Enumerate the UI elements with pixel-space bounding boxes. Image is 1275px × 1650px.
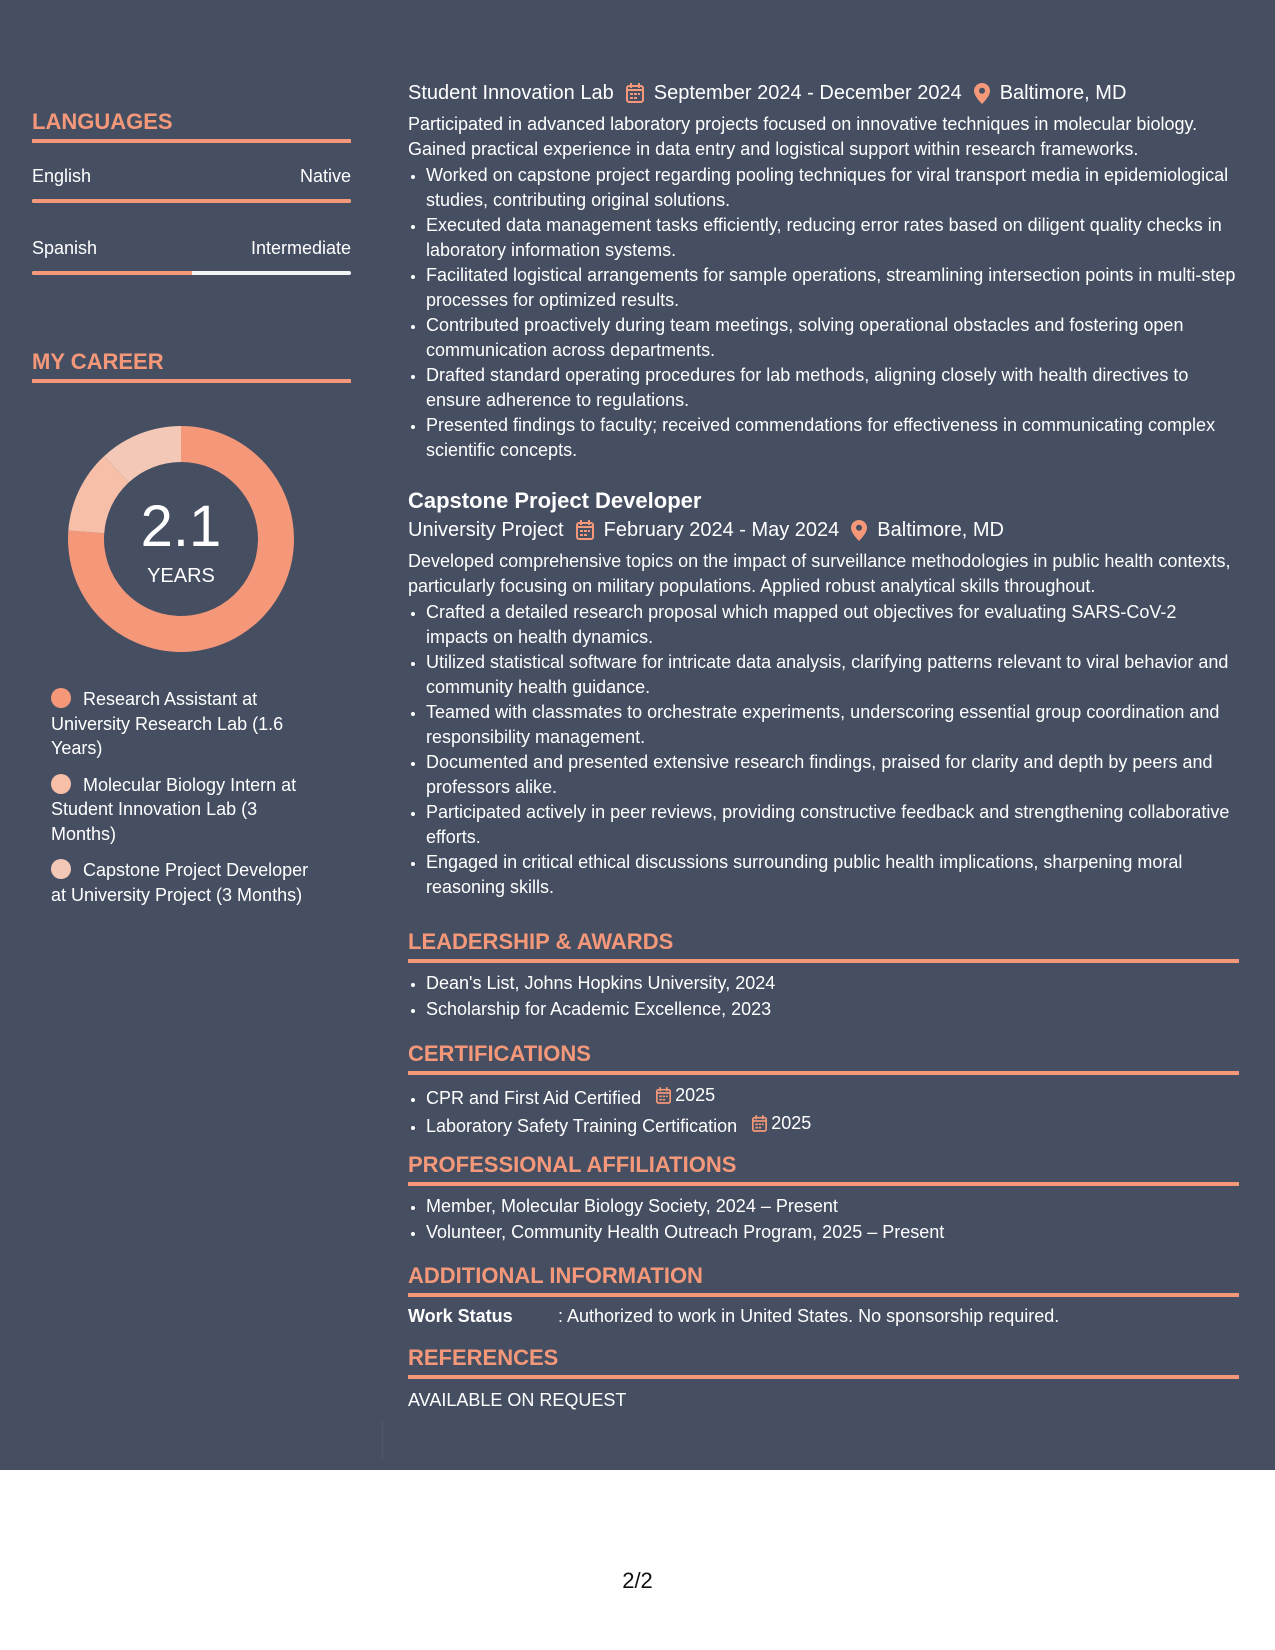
job-org: University Project (408, 519, 564, 541)
career-unit: YEARS (147, 565, 215, 587)
award-item: • Scholarship for Academic Excellence, 2023 (426, 997, 1239, 1022)
certifications-title: CERTIFICATIONS (408, 1040, 1239, 1075)
work-status-value: : Authorized to work in United States. No sponsorship required. (558, 1306, 1060, 1326)
certification-item (426, 1111, 1239, 1138)
job-location: Baltimore, MD (999, 82, 1127, 104)
job-bullet: • Worked on capstone project regarding pooling techniques for viral transport media in epidemiological studies, contributing original solutions. (426, 163, 1239, 212)
certifications-list (408, 1083, 1239, 1139)
job-bullet: • Executed data management tasks efficiently, reducing error rates based on diligent quality checks in laboratory information systems. (426, 213, 1239, 262)
job-title: Capstone Project Developer (408, 488, 702, 513)
references-section (408, 1344, 1239, 1413)
calendar-icon (656, 1087, 671, 1104)
legend-label: Capstone Project Developer at University Project (3 Months) (51, 860, 309, 905)
affiliations-list (408, 1194, 1239, 1244)
location-pin-icon (974, 83, 990, 104)
legend-dot (51, 688, 71, 708)
additional-title: ADDITIONAL INFORMATION (408, 1262, 1239, 1297)
job-description: Developed comprehensive topics on the impact of surveillance methodologies in public health contexts, particularly focusing on military populations. Applied robust analytical skills throughout. (408, 551, 1231, 596)
languages-title: LANGUAGES (32, 108, 351, 143)
career-title: MY CAREER (32, 348, 351, 383)
career-legend-item (51, 687, 321, 761)
language-name: Spanish (32, 238, 98, 258)
work-status-label: Work Status (408, 1306, 513, 1326)
job-location: Baltimore, MD (877, 519, 1004, 541)
legend-label: Molecular Biology Intern at Student Innovation Lab (3 Months) (51, 774, 297, 844)
job-bullets (408, 163, 1239, 462)
work-status-row (408, 1304, 1239, 1328)
job-description: Participated in advanced laboratory projects focused on innovative techniques in molecular biology. Gained practical experience in data entry and logistical support within research frameworks. (408, 114, 1198, 159)
career-legend-item (51, 858, 321, 907)
legend-dot (51, 859, 71, 879)
job-bullet: • Teamed with classmates to orchestrate experiments, underscoring essential group coordination and responsibility management. (426, 700, 1239, 749)
additional-section (408, 1262, 1239, 1328)
legend-dot (51, 774, 71, 794)
job-dates: September 2024 - December 2024 (653, 82, 962, 104)
language-proficiency-fill (32, 271, 192, 275)
language-proficiency-bar (32, 271, 351, 275)
language-item (32, 237, 351, 275)
certification-item (426, 1083, 1239, 1110)
calendar-icon (626, 83, 644, 103)
certifications-section (408, 1040, 1239, 1140)
language-proficiency-bar (32, 199, 351, 203)
job-bullet: • Utilized statistical software for intricate data analysis, clarifying patterns relevant to viral behavior and community health guidance. (426, 650, 1239, 699)
job-bullet: • Drafted standard operating procedures for lab methods, aligning closely with health directives to ensure adherence to regulations. (426, 363, 1239, 412)
legend-label: Research Assistant at University Research Lab (1.6 Years) (51, 689, 284, 758)
affiliations-section (408, 1151, 1239, 1245)
career-legend-item (51, 773, 321, 847)
language-item (32, 165, 351, 203)
affiliation-item: • Member, Molecular Biology Society, 2024 – Present (426, 1194, 1239, 1219)
job-bullets (408, 600, 1239, 899)
page-number: 2/2 (622, 1568, 653, 1593)
languages-section (32, 108, 351, 275)
language-proficiency-fill (32, 199, 351, 203)
job-bullet: • Facilitated logistical arrangements for sample operations, streamlining intersection points in multi-step processes for optimized results. (426, 263, 1239, 312)
certification-year: 2025 (771, 1113, 812, 1134)
column-divider (382, 1420, 383, 1460)
award-item: • Dean's List, Johns Hopkins University, 2024 (426, 971, 1239, 996)
certification-date (656, 1083, 715, 1108)
references-title: REFERENCES (408, 1344, 1239, 1379)
language-name: English (32, 166, 92, 186)
experience-entry (408, 486, 1239, 900)
job-dates: February 2024 - May 2024 (603, 519, 840, 541)
calendar-icon (576, 520, 594, 540)
certification-name: Laboratory Safety Training Certification (426, 1116, 738, 1136)
leadership-list (408, 971, 1239, 1021)
career-total: 2.1 (140, 494, 222, 559)
job-bullet: • Documented and presented extensive research findings, praised for clarity and depth by peers and professors alike. (426, 750, 1239, 799)
career-legend (51, 687, 321, 907)
affiliation-item: • Volunteer, Community Health Outreach Program, 2025 – Present (426, 1220, 1239, 1245)
job-bullet: • Crafted a detailed research proposal which mapped out objectives for evaluating SARS-CoV-2 impacts on health dynamics. (426, 600, 1239, 649)
leadership-title: LEADERSHIP & AWARDS (408, 928, 1239, 963)
job-meta (408, 80, 1239, 106)
job-bullet: • Participated actively in peer reviews, providing constructive feedback and strengthening collaborative efforts. (426, 800, 1239, 849)
job-bullet: • Contributed proactively during team meetings, solving operational obstacles and fostering open communication across departments. (426, 313, 1239, 362)
affiliations-title: PROFESSIONAL AFFILIATIONS (408, 1151, 1239, 1186)
career-donut (67, 425, 295, 653)
leadership-section (408, 928, 1239, 1022)
location-pin-icon (851, 520, 867, 541)
job-bullet: • Engaged in critical ethical discussions surrounding public health implications, sharpening moral reasoning skills. (426, 850, 1239, 899)
calendar-icon (752, 1115, 767, 1132)
job-org: Student Innovation Lab (408, 82, 614, 104)
career-section (32, 348, 351, 907)
job-meta (408, 517, 1239, 543)
job-bullet: • Presented findings to faculty; received commendations for effectiveness in communicating complex scientific concepts. (426, 413, 1239, 462)
certification-year: 2025 (675, 1085, 716, 1105)
references-text: AVAILABLE ON REQUEST (408, 1390, 627, 1410)
certification-date (752, 1111, 811, 1136)
experience-entry (408, 80, 1239, 463)
certification-name: CPR and First Aid Certified (426, 1087, 642, 1108)
language-level: Intermediate (250, 238, 351, 258)
language-level: Native (299, 166, 351, 186)
